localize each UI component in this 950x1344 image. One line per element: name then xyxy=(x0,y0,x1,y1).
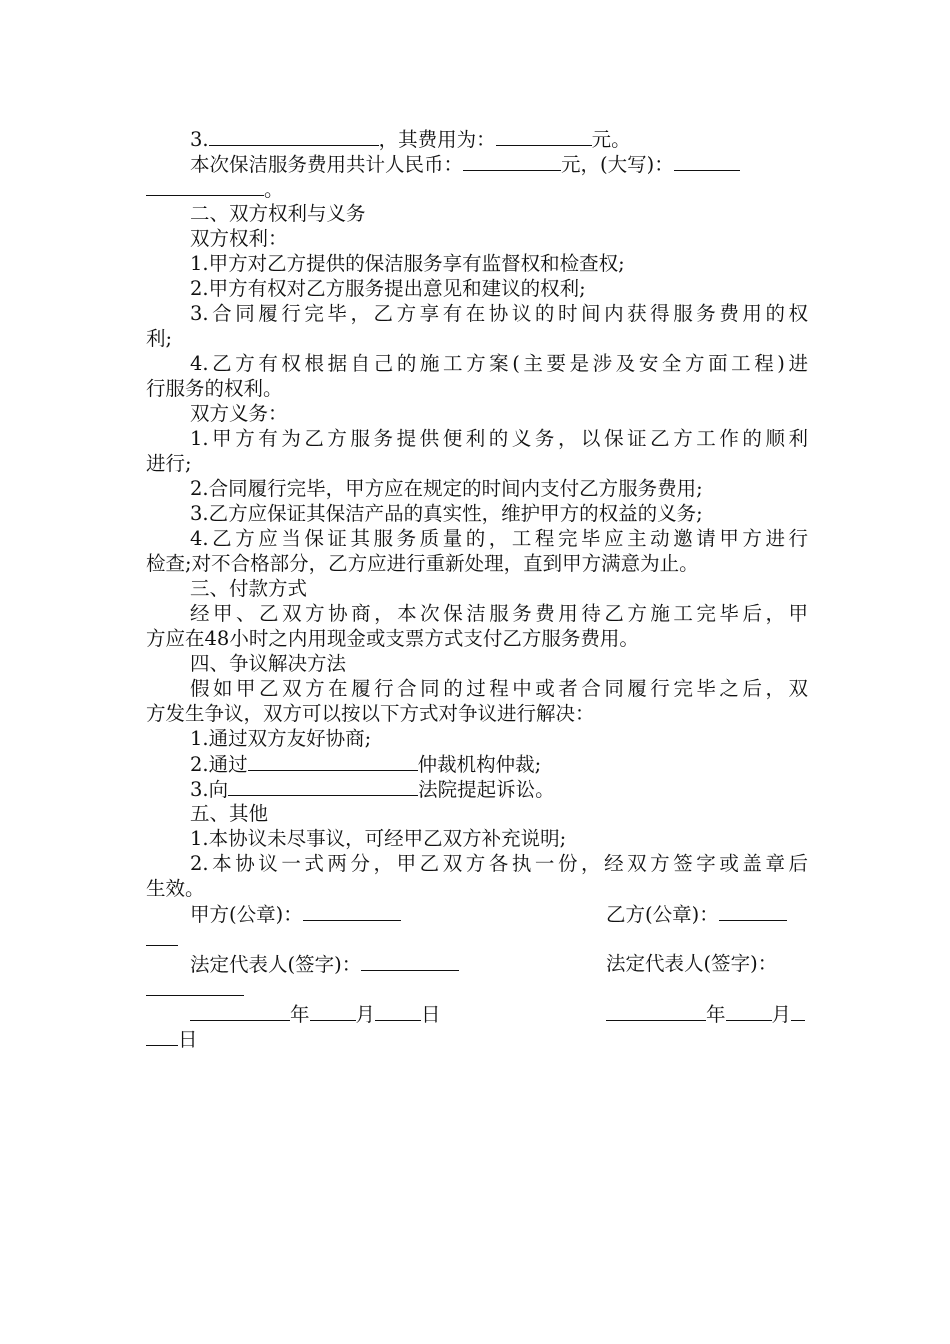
party-a-month-label: 月 xyxy=(355,1003,376,1026)
rights-title: 双方权利： xyxy=(190,227,288,250)
section5-heading: 五、其他 xyxy=(190,802,269,825)
dispute-option-2-prefix: 2.通过 xyxy=(190,753,248,776)
rights-item-1: 1.甲方对乙方提供的保洁服务享有监督权和检查权; xyxy=(190,252,625,275)
party-b-date xyxy=(606,1002,805,1026)
duties-item-4: 4.乙方应当保证其服务质量的，工程完毕应主动邀请甲方进行 xyxy=(190,527,808,550)
fee-item-3-amount-blank xyxy=(496,127,592,146)
total-fee-line-cont xyxy=(146,177,808,201)
duties-item-1: 1.甲方有为乙方服务提供便利的义务，以保证乙方工作的顺利 xyxy=(190,427,808,450)
party-b-seal-blank xyxy=(719,902,787,921)
party-a-rep-blank xyxy=(361,952,459,971)
party-b-seal-label: 乙方(公章)： xyxy=(606,903,719,926)
party-b-rep-blank xyxy=(146,977,244,996)
arbitration-blank xyxy=(248,752,418,771)
party-b-month-blank xyxy=(726,1002,772,1021)
duties-item-1-cont: 进行; xyxy=(146,452,192,475)
section3-line-2: 方应在48小时之内用现金或支票方式支付乙方服务费用。 xyxy=(146,627,639,650)
fee-item-3 xyxy=(190,127,808,151)
party-b-seal-blank-cont-line xyxy=(146,927,178,946)
dispute-option-3-suffix: 法院提起诉讼。 xyxy=(418,778,555,801)
section5-line-3: 生效。 xyxy=(146,877,205,900)
party-b-day-label: 日 xyxy=(178,1028,198,1051)
party-b-year-blank xyxy=(606,1002,706,1021)
total-fee-words-blank-cont xyxy=(146,177,264,196)
party-b-seal xyxy=(606,902,787,926)
dispute-option-2-suffix: 仲裁机构仲裁; xyxy=(417,753,542,776)
total-fee-amount-blank xyxy=(463,152,561,171)
duties-item-2: 2.合同履行完毕，甲方应在规定的时间内支付乙方服务费用; xyxy=(190,477,703,500)
party-b-month-label: 月 xyxy=(771,1003,792,1026)
party-a-rep-label: 法定代表人(签字)： xyxy=(190,953,362,976)
section4-line-1: 假如甲乙双方在履行合同的过程中或者合同履行完毕之后，双 xyxy=(190,677,808,700)
party-b-rep-label: 法定代表人(签字)： xyxy=(606,952,778,975)
total-fee-end: 。 xyxy=(264,178,284,201)
dispute-option-3-prefix: 3.向 xyxy=(190,778,229,801)
party-b-day-blank-cont xyxy=(146,1027,178,1046)
dispute-option-2 xyxy=(190,752,808,776)
fee-item-3-blank xyxy=(209,127,379,146)
rights-item-4: 4.乙方有权根据自己的施工方案(主要是涉及安全方面工程)进 xyxy=(190,352,808,375)
section5-line-1: 1.本协议未尽事议，可经甲乙双方补充说明; xyxy=(190,827,567,850)
party-b-day-cont xyxy=(146,1027,198,1051)
fee-item-3-number: 3. xyxy=(190,128,209,151)
dispute-option-3 xyxy=(190,777,808,801)
rights-item-4-cont: 行服务的权利。 xyxy=(146,377,283,400)
rights-item-3-cont: 利; xyxy=(146,327,173,350)
section5-line-2: 2.本协议一式两分，甲乙双方各执一份，经双方签字或盖章后 xyxy=(190,852,808,875)
party-a-date xyxy=(190,1002,441,1026)
party-a-day-label: 日 xyxy=(421,1003,441,1026)
party-a-month-blank xyxy=(310,1002,356,1021)
section3-heading: 三、付款方式 xyxy=(190,577,308,600)
total-fee-words-blank xyxy=(674,152,740,171)
total-fee-unit: 元，(大写)： xyxy=(561,153,674,176)
duties-item-3: 3.乙方应保证其保洁产品的真实性，维护甲方的权益的义务; xyxy=(190,502,703,525)
duties-title: 双方义务： xyxy=(190,402,288,425)
party-a-seal-label: 甲方(公章)： xyxy=(190,903,303,926)
dispute-option-1: 1.通过双方友好协商; xyxy=(190,727,372,750)
section2-heading: 二、双方权利与义务 xyxy=(190,202,366,225)
total-fee-label: 本次保洁服务费用共计人民币： xyxy=(190,153,464,176)
party-a-seal-blank xyxy=(303,902,401,921)
rights-item-3: 3.合同履行完毕，乙方享有在协议的时间内获得服务费用的权 xyxy=(190,302,808,325)
fee-item-3-label: ，其费用为： xyxy=(378,128,496,151)
rights-item-2: 2.甲方有权对乙方服务提出意见和建议的权利; xyxy=(190,277,586,300)
fee-item-3-unit: 元。 xyxy=(591,128,631,151)
duties-item-4-cont: 检查;对不合格部分，乙方应进行重新处理，直到甲方满意为止。 xyxy=(146,552,699,575)
section4-heading: 四、争议解决方法 xyxy=(190,652,347,675)
total-fee-line xyxy=(190,152,808,176)
party-b-rep xyxy=(606,952,777,976)
party-a-seal xyxy=(190,902,401,926)
section4-line-2: 方发生争议，双方可以按以下方式对争议进行解决： xyxy=(146,702,595,725)
party-b-year-label: 年 xyxy=(706,1003,726,1026)
section3-line-1: 经甲、乙双方协商，本次保洁服务费用待乙方施工完毕后，甲 xyxy=(190,602,808,625)
party-b-rep-blank-cont xyxy=(146,977,244,1001)
party-a-rep xyxy=(190,952,459,976)
party-a-year-label: 年 xyxy=(290,1003,310,1026)
party-a-year-blank xyxy=(190,1002,290,1021)
party-b-seal-blank-cont xyxy=(146,927,178,951)
party-b-day-blank xyxy=(791,1002,805,1021)
party-a-day-blank xyxy=(375,1002,421,1021)
court-blank xyxy=(228,777,418,796)
